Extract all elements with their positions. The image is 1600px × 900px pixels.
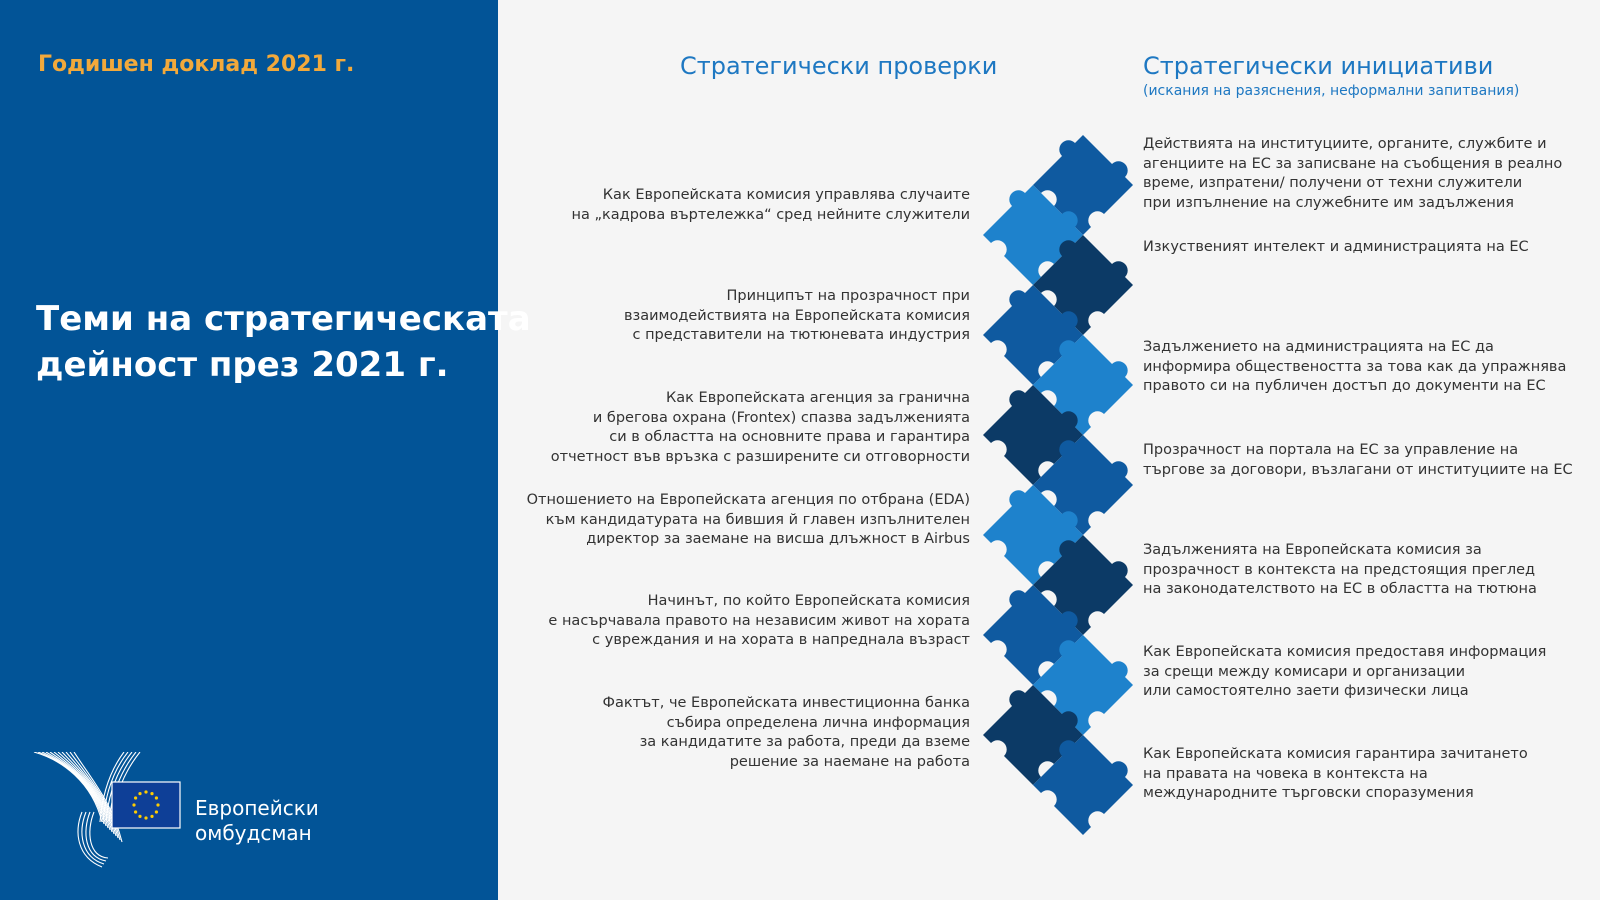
item-line: и брегова охрана (Frontex) спазва задълженията <box>592 409 970 426</box>
item-line: правото си на публичен достъп до документи на ЕС <box>1143 378 1546 394</box>
item-line: е насърчавала правото на независим живот на хората <box>548 612 970 629</box>
inquiry-item <box>527 491 970 550</box>
item-line: директор за заемане на висша длъжност в Airbus <box>586 531 970 547</box>
inquiry-item <box>572 186 970 225</box>
item-line: Как Европейската комисия предоставя информация <box>1143 644 1547 660</box>
item-line: с увреждания и на хората в напреднала възраст <box>592 632 970 648</box>
item-line: за срещи между комисари и организации <box>1143 663 1466 680</box>
inquiry-item <box>602 694 970 772</box>
inquiry-item <box>548 592 970 651</box>
item-line: Как Европейската комисия управлява случаите <box>602 187 970 203</box>
initiatives-heading: Стратегически инициативи <box>1143 52 1494 80</box>
initiative-item <box>1143 238 1529 258</box>
report-label: Годишен доклад 2021 г. <box>38 52 355 77</box>
item-line: Действията на институциите, органите, службите и <box>1143 136 1547 152</box>
logo-name-line: омбудсман <box>195 821 312 845</box>
item-line: за кандидатите за работа, преди да вземе <box>639 734 970 750</box>
item-line: Как Европейската комисия гарантира зачитането <box>1143 746 1528 762</box>
item-line: при изпълнение на служебните им задължения <box>1143 194 1514 211</box>
item-line: Фактът, че Европейската инвестиционна банка <box>602 695 970 711</box>
initiative-item <box>1143 643 1546 702</box>
initiative-item <box>1143 745 1528 804</box>
item-line: Задължението на администрацията на ЕС да <box>1143 339 1494 355</box>
item-line: събира определена лична информация <box>666 714 970 731</box>
item-line: търгове за договори, възлагани от институциите на ЕС <box>1143 461 1573 478</box>
item-line: информира обществеността за това как да упражнява <box>1143 358 1567 375</box>
item-line: отчетност във връзка с разширените си отговорности <box>550 448 970 465</box>
initiative-item <box>1143 338 1566 397</box>
initiative-item <box>1143 135 1562 213</box>
inquiry-item <box>624 287 970 346</box>
logo-name-line: Европейски <box>195 796 319 820</box>
item-line: решение за наемане на работа <box>729 753 970 770</box>
item-line: с представители на тютюневата индустрия <box>632 327 970 343</box>
item-line: Изкуственият интелект и администрацията на ЕС <box>1143 239 1529 255</box>
item-line: или самостоятелно заети физически лица <box>1143 683 1469 699</box>
item-line: Начинът, по който Европейската комисия <box>647 593 970 609</box>
inquiries-heading: Стратегически проверки <box>680 52 998 80</box>
item-line: международните търговски споразумения <box>1143 785 1474 801</box>
item-line: на правата на човека в контекста на <box>1143 765 1428 782</box>
page-title-line: дейност през 2021 г. <box>36 345 449 385</box>
item-line: Прозрачност на портала на ЕС за управление на <box>1143 442 1519 458</box>
item-line: Задълженията на Европейската комисия за <box>1143 542 1482 558</box>
page-title-line: Теми на стратегическата <box>36 299 531 339</box>
item-line: агенциите на ЕС за записване на съобщения в реално <box>1143 155 1563 172</box>
initiative-item <box>1143 441 1573 480</box>
item-line: прозрачност в контекста на предстоящия преглед <box>1143 561 1536 578</box>
initiatives-subheading: (искания на разяснения, неформални запитвания) <box>1143 83 1520 99</box>
item-line: Отношението на Европейската агенция по отбрана (EDA) <box>526 492 970 508</box>
inquiry-item <box>551 389 970 467</box>
item-line: към кандидатурата на бившия й главен изпълнителен <box>545 511 970 528</box>
item-line: на „кадрова въртележка“ сред нейните служители <box>571 206 970 223</box>
item-line: Принципът на прозрачност при <box>726 288 970 304</box>
item-line: време, изпратени/ получени от техни служители <box>1143 175 1523 191</box>
item-line: на законодателството на ЕС в областта на тютюна <box>1143 581 1537 597</box>
item-line: си в областта на основните права и гарантира <box>609 429 970 445</box>
item-line: Как Европейската агенция за гранична <box>666 390 970 406</box>
item-line: взаимодействията на Европейската комисия <box>623 307 970 324</box>
initiative-item <box>1143 541 1537 600</box>
